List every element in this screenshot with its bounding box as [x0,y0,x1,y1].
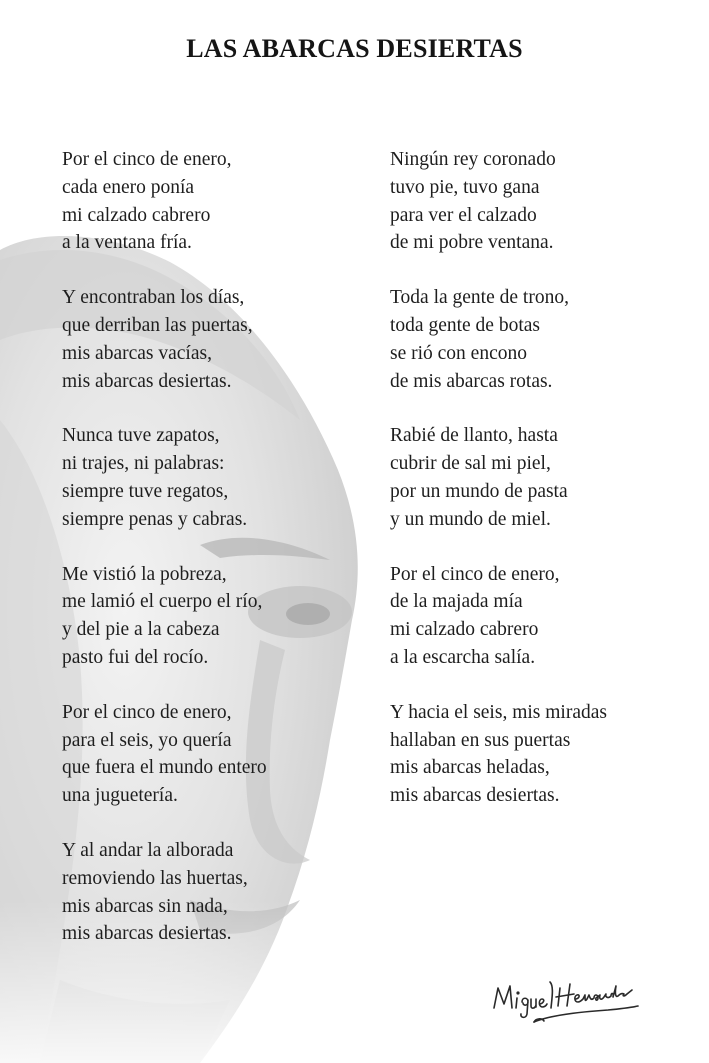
poem-line: ni trajes, ni palabras: [62,453,225,475]
poem-line: mi calzado cabrero [390,619,539,641]
poem-line: Ningún rey coronado [390,149,556,170]
stanza [62,561,267,672]
poem-line: tuvo pie, tuvo gana [390,176,540,198]
poem-line: por un mundo de pasta [390,480,568,502]
stanza [390,146,607,257]
poem-line: y un mundo de miel. [390,508,551,530]
poem-line: a la escarcha salía. [390,646,536,668]
poem-line: Por el cinco de enero, [62,149,232,170]
poem-line: Y al andar la alborada [62,839,234,861]
poem-line: que fuera el mundo entero [62,757,267,779]
poem-line: removiendo las huertas, [62,867,248,889]
poem-line: Por el cinco de enero, [62,701,232,723]
stanza [390,422,607,533]
poem-line: de mis abarcas rotas. [390,370,553,392]
poem-line: y del pie a la cabeza [62,619,220,641]
poem-line: se rió con encono [390,342,527,364]
poem-line: mis abarcas heladas, [390,757,550,779]
poem-line: Nunca tuve zapatos, [62,425,220,447]
stanza [390,284,607,395]
poem-line: Me vistió la pobreza, [62,563,227,585]
poem-line: Rabié de llanto, hasta [390,425,558,447]
poem-line: de la majada mía [390,591,523,613]
poem-line: mis abarcas sin nada, [62,895,228,917]
poem-line: mi calzado cabrero [62,204,211,226]
stanza [62,422,267,533]
stanza [390,561,607,672]
poem-line: cada enero ponía [62,176,195,198]
poem-line: que derriban las puertas, [62,314,253,336]
stanza [62,146,267,257]
poem-line: siempre penas y cabras. [62,508,248,530]
poem-line: Y hacia el seis, mis miradas [390,701,607,723]
poem-line: de mi pobre ventana. [390,232,554,254]
poem-line: Toda la gente de trono, [390,287,569,309]
poem-line: Y encontraban los días, [62,287,245,309]
poem-line: para ver el calzado [390,204,537,226]
poem-line: toda gente de botas [390,314,540,336]
poem-column-left [62,146,267,975]
poem-column-right [390,146,607,837]
poem-line: a la ventana fría. [62,232,192,254]
poem-line: siempre tuve regatos, [62,480,229,502]
stanza [62,699,267,810]
poem-line: mis abarcas desiertas. [62,370,232,392]
poem-line: para el seis, yo quería [62,729,232,751]
stanza [62,284,267,395]
poem-line: mis abarcas vacías, [62,342,212,364]
poem-line: hallaban en sus puertas [390,729,571,751]
stanza [62,837,267,948]
poem-line: una juguetería. [62,785,178,807]
poem-line: mis abarcas desiertas. [62,923,232,945]
poem-line: me lamió el cuerpo el río, [62,591,263,613]
poem-line: pasto fui del rocío. [62,646,209,668]
stanza [390,699,607,810]
poem-line: cubrir de sal mi piel, [390,453,551,475]
poem-line: mis abarcas desiertas. [390,785,560,807]
handwritten-signature [488,966,648,1028]
poem-title: LAS ABARCAS DESIERTAS [186,34,523,63]
poem-line: Por el cinco de enero, [390,563,560,585]
